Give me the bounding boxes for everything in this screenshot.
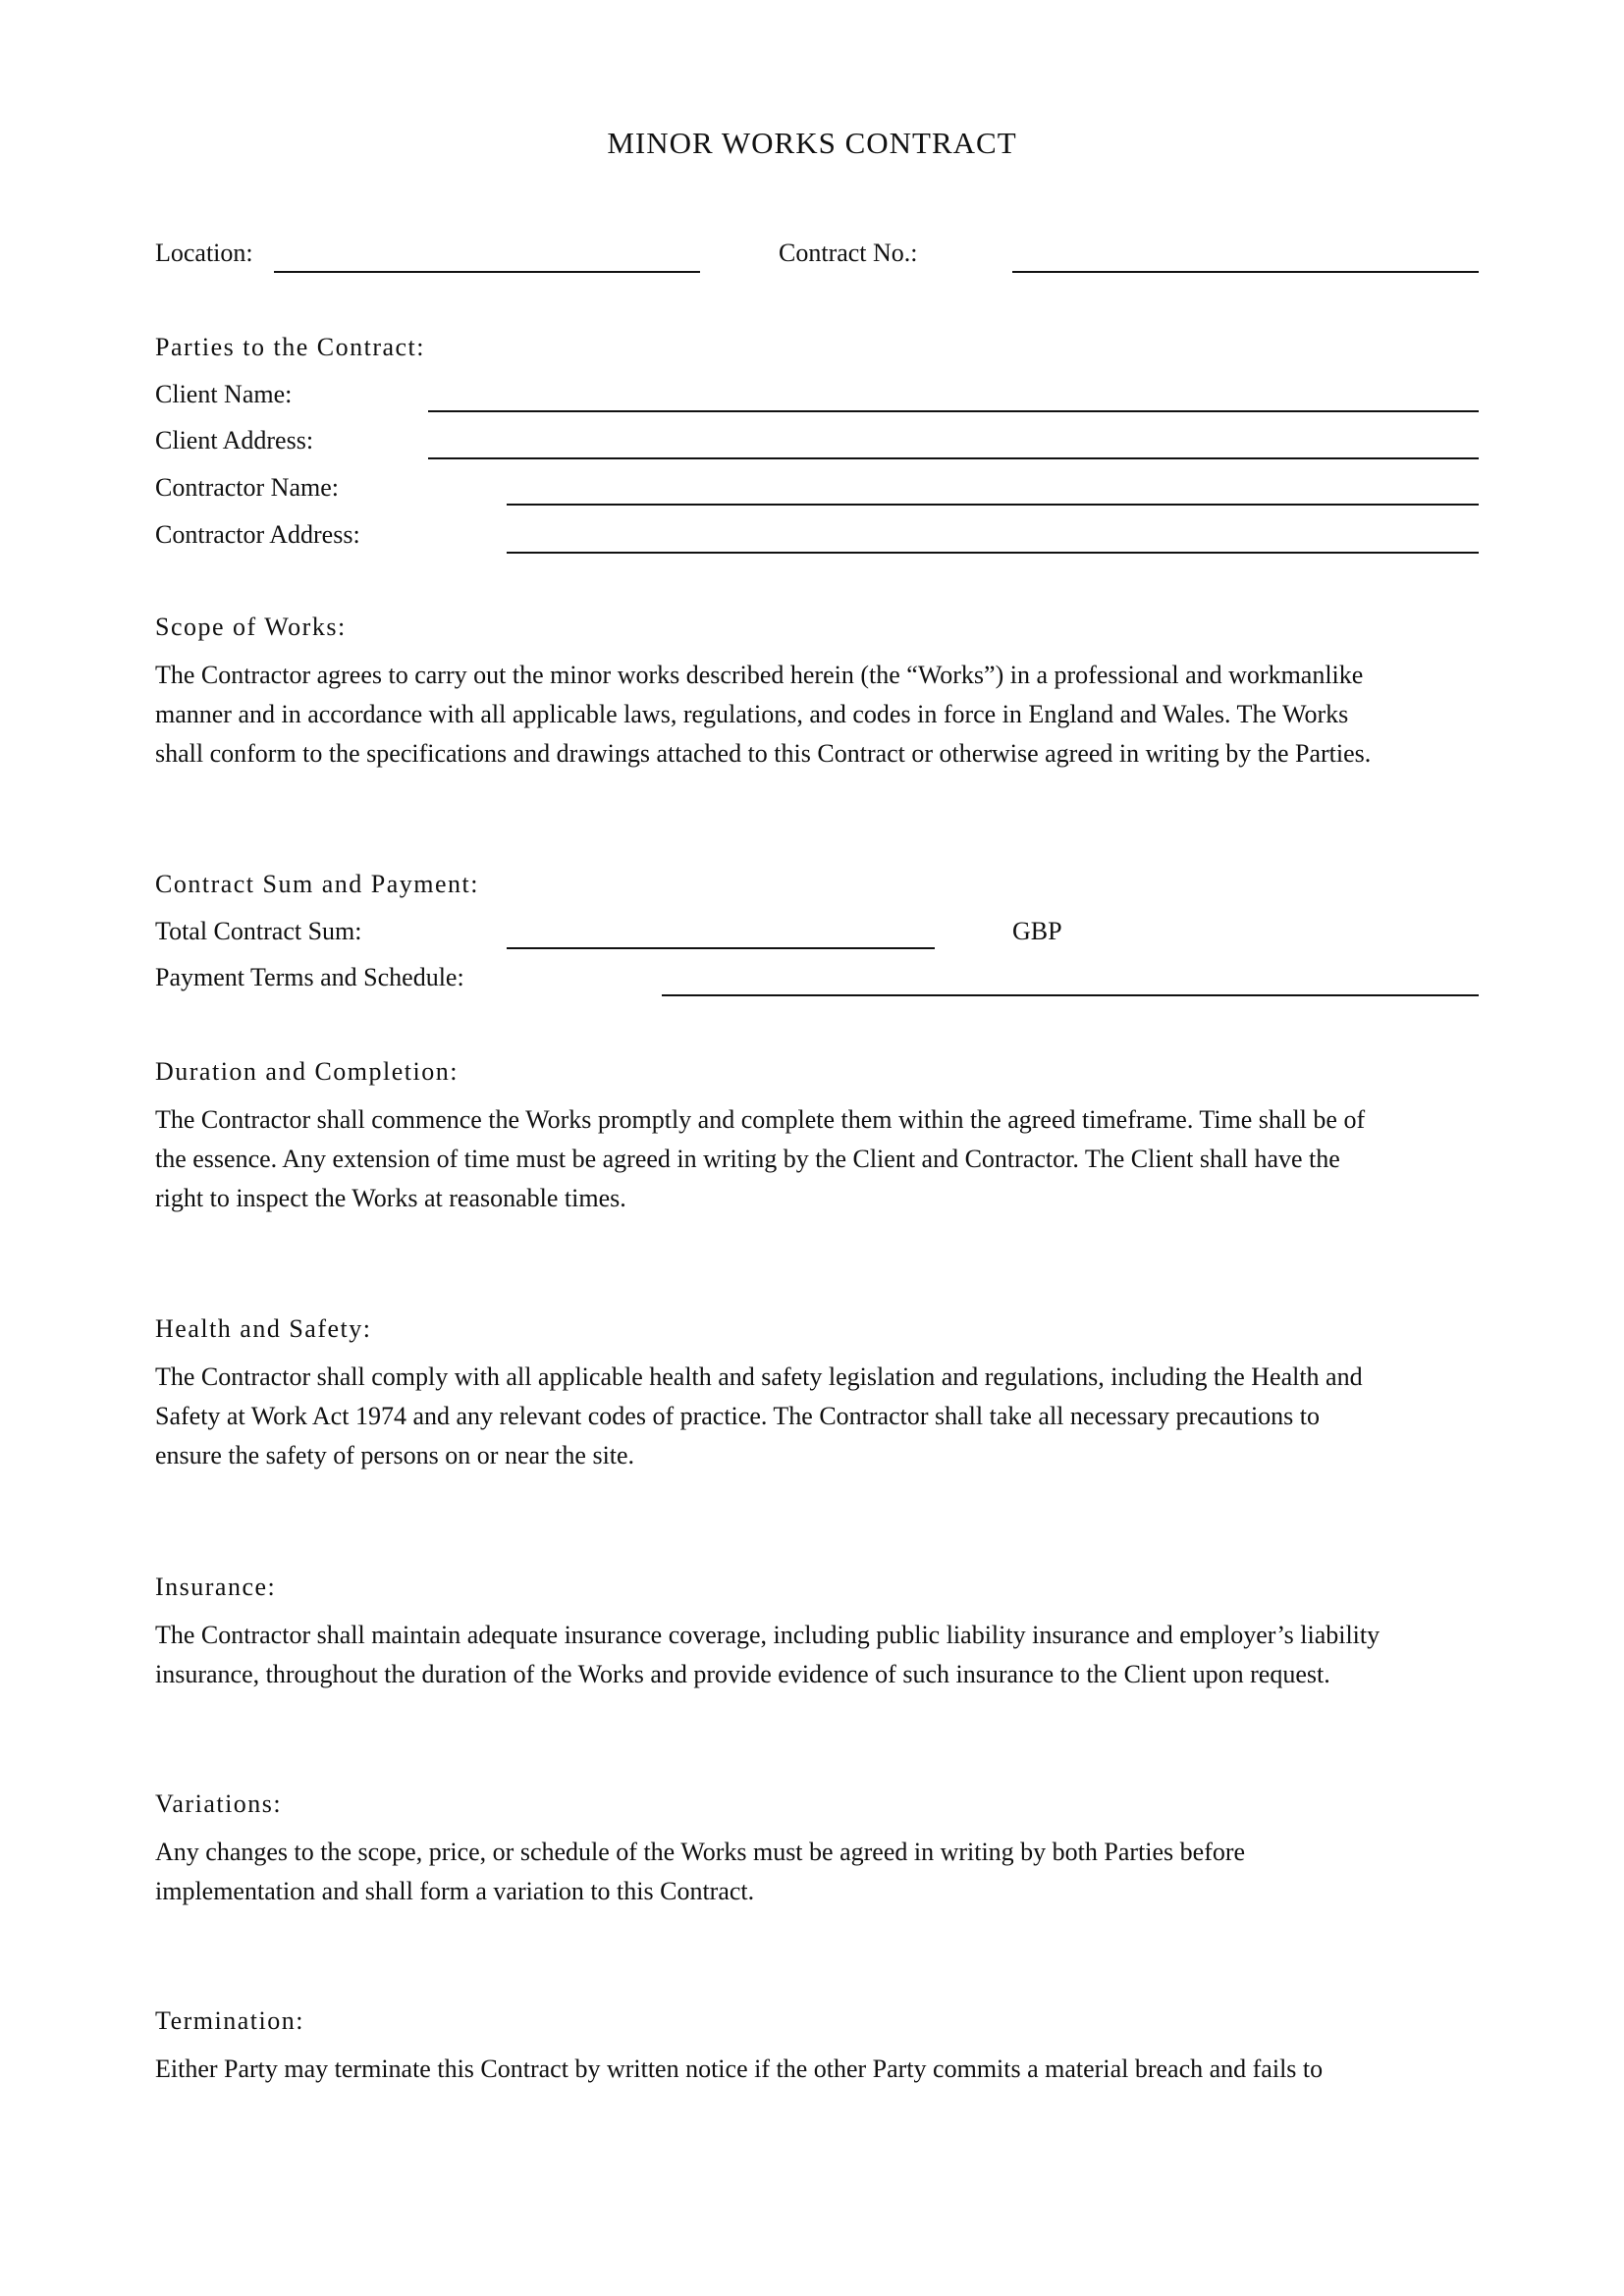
insurance-line: The Contractor shall maintain adequate insurance coverage, including public liability insurance and employer’s liability (155, 1621, 1380, 1649)
health-safety-line: Safety at Work Act 1974 and any relevant codes of practice. The Contractor shall take all necessary precautions to (155, 1402, 1321, 1430)
insurance-paragraph (155, 1616, 1490, 1694)
currency-label: GBP (1012, 917, 1062, 945)
client-address-label: Client Address: (155, 426, 314, 454)
duration-line: the essence. Any extension of time must be agreed in writing by the Client and Contractor. The Client shall have the (155, 1145, 1340, 1173)
contractor-address-field[interactable] (507, 552, 1479, 554)
scope-heading: Scope of Works: (155, 613, 347, 641)
variations-line: implementation and shall form a variation to this Contract. (155, 1877, 755, 1905)
health-safety-paragraph (155, 1358, 1490, 1475)
client-name-field[interactable] (428, 410, 1479, 412)
contract-number-field[interactable] (1012, 271, 1479, 273)
health-safety-heading: Health and Safety: (155, 1314, 372, 1343)
termination-heading: Termination: (155, 2006, 304, 2035)
health-safety-line: The Contractor shall comply with all applicable health and safety legislation and regulations, including the Health and (155, 1362, 1363, 1391)
contractor-name-label: Contractor Name: (155, 473, 339, 502)
variations-line: Any changes to the scope, price, or schedule of the Works must be agreed in writing by both Parties before (155, 1838, 1246, 1866)
total-contract-sum-label: Total Contract Sum: (155, 917, 362, 945)
contractor-name-field[interactable] (507, 504, 1479, 506)
termination-line: Either Party may terminate this Contract by written notice if the other Party commits a material breach and fails to (155, 2055, 1324, 2083)
variations-heading: Variations: (155, 1789, 283, 1818)
variations-paragraph (155, 1833, 1490, 1911)
location-field[interactable] (274, 271, 700, 273)
insurance-line: insurance, throughout the duration of the Works and provide evidence of such insurance to the Client upon request. (155, 1660, 1330, 1688)
duration-heading: Duration and Completion: (155, 1057, 459, 1086)
health-safety-line: ensure the safety of persons on or near the site. (155, 1441, 635, 1469)
total-contract-sum-field[interactable] (507, 947, 935, 949)
payment-heading: Contract Sum and Payment: (155, 870, 479, 898)
payment-terms-field[interactable] (662, 994, 1479, 996)
duration-line: The Contractor shall commence the Works promptly and complete them within the agreed timeframe. Time shall be of (155, 1105, 1366, 1134)
client-address-field[interactable] (428, 457, 1479, 459)
duration-line: right to inspect the Works at reasonable times. (155, 1184, 626, 1212)
scope-paragraph (155, 656, 1490, 774)
parties-heading: Parties to the Contract: (155, 333, 426, 361)
payment-terms-label: Payment Terms and Schedule: (155, 963, 464, 991)
document-title: MINOR WORKS CONTRACT (607, 126, 1017, 160)
scope-line: shall conform to the specifications and drawings attached to this Contract or otherwise agreed in writing by the Parties. (155, 739, 1372, 768)
client-name-label: Client Name: (155, 380, 293, 408)
termination-paragraph (155, 2050, 1490, 2089)
duration-paragraph (155, 1100, 1490, 1218)
contract-number-label: Contract No.: (779, 239, 918, 267)
scope-line: The Contractor agrees to carry out the minor works described herein (the “Works”) in a professional and workmanlike (155, 661, 1364, 689)
location-label: Location: (155, 239, 253, 267)
contractor-address-label: Contractor Address: (155, 520, 360, 549)
insurance-heading: Insurance: (155, 1573, 277, 1601)
scope-line: manner and in accordance with all applicable laws, regulations, and codes in force in England and Wales. The Works (155, 700, 1349, 728)
